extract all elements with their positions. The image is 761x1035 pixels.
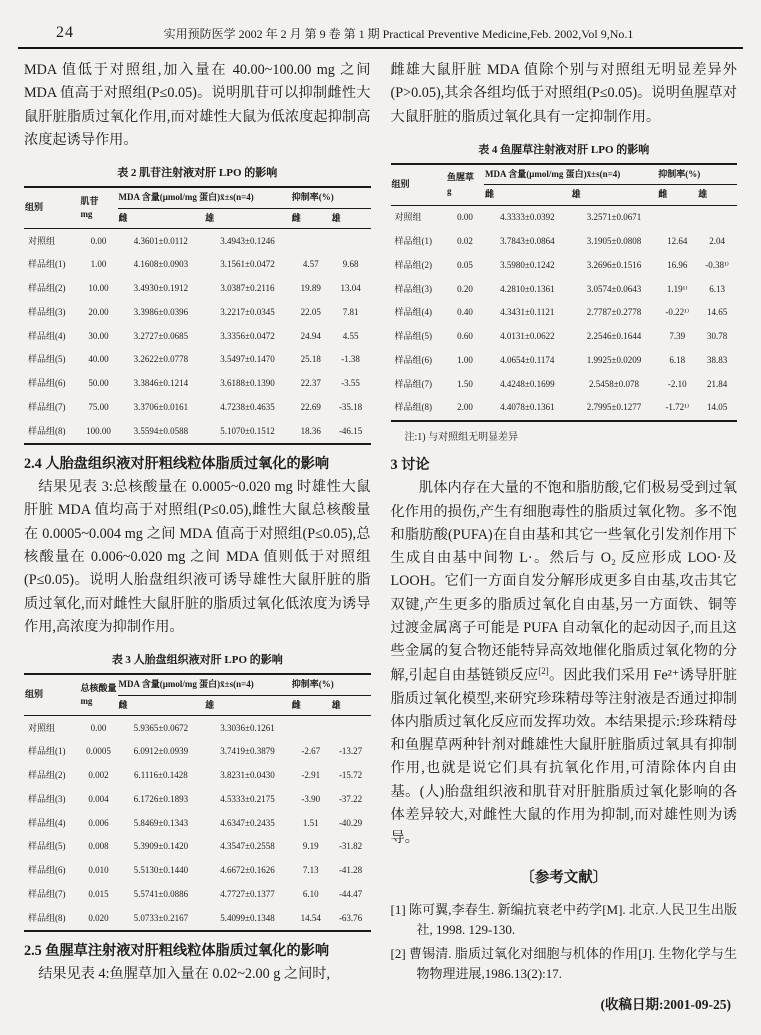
section-2-4-heading: 2.4 人胎盘组织液对肝粗线粒体脂质过氧化的影响 (24, 455, 330, 472)
table-cell: 样品组(1) (28, 746, 66, 757)
table2-body (24, 229, 371, 444)
table-cell: -2.67 (301, 746, 321, 757)
table-cell: 4.3601±0.0112 (133, 235, 188, 246)
table-cell: 2.7787±0.2778 (586, 307, 642, 318)
subheader-female: 雌 (291, 695, 331, 716)
table-cell: 3.3036±0.1261 (220, 722, 275, 733)
table-row (391, 253, 738, 277)
table-row (24, 348, 371, 372)
table-cell: 样品组(2) (28, 770, 66, 781)
table-cell: 5.5130±0.1440 (133, 865, 189, 876)
table-cell: 4.7727±0.1377 (220, 888, 275, 899)
table-cell: 5.8469±0.1343 (133, 817, 189, 828)
table-cell: 样品组(6) (28, 378, 66, 389)
table-cell: 3.3356±0.0472 (220, 330, 275, 341)
table-cell: 样品组(7) (28, 401, 66, 412)
table2-title: 表 2 肌苷注射液对肝 LPO 的影响 (117, 167, 278, 180)
table-cell: 4.4248±0.1699 (500, 378, 555, 389)
table-cell: 2.5458±0.078 (589, 378, 639, 389)
table-cell: -1.72¹⁾ (665, 402, 690, 413)
column-header-dose (446, 164, 484, 206)
table-cell: 3.1905±0.0808 (586, 236, 642, 247)
table-cell: 1.9925±0.0209 (586, 354, 642, 365)
table-cell: 对照组 (28, 722, 56, 733)
table-cell: 0.010 (88, 865, 109, 876)
subheader-female: 雌 (484, 185, 571, 206)
two-column-body (0, 49, 761, 1016)
table-row (24, 716, 371, 740)
column-header-group: 组别 (24, 187, 79, 229)
paragraph-houttuynia-result: 雌雄大鼠肝脏 MDA 值除个别与对照组无明显差异外(P>0.05),其余各组均低于对照组(P≤0.05)。说明鱼腥草对大鼠肝脏的脂质过氧化具有一定抑制作用。 (390, 62, 737, 125)
table-cell: 14.65 (706, 307, 728, 318)
table-cell: 3.8231±0.0430 (220, 770, 275, 781)
discussion-text-a: 肌体内存在大量的不饱和脂肪酸,它们极易受到过氧化作用的损伤,产生有细胞毒性的脂质过氧化物。多不饱和脂肪酸(PUFA)在自由基和其它一些氧化引发剂作用下生成自由基中间物 L·。然后与 O₂ 反应形成 LOO·及 LOOH。它们一方面自发分解形成更多自由基,攻击其它双键,产生更多的脂质过氧化自由基,另一方面铁、铜等过渡金属离子可能是 PUFA 自动氧化的起动因子,而且这些金属的复合物还能特异高效地催化脂质过氧化物的分解,引起自由基链锁反应 (390, 480, 737, 684)
subheader-female: 雌 (118, 695, 205, 716)
section-3-heading: 3 讨论 (390, 457, 430, 474)
table-cell: 24.94 (300, 330, 321, 341)
table-cell: 3.2622±0.0778 (133, 354, 189, 365)
section-2-5-heading: 2.5 鱼腥草注射液对肝粗线粒体脂质过氧化的影响 (24, 942, 330, 959)
table-cell (697, 205, 737, 229)
table-cell: 0.020 (88, 912, 109, 923)
table-cell: 6.13 (709, 283, 725, 294)
table-cell: 4.6672±0.1626 (220, 865, 275, 876)
table-cell: 样品组(4) (394, 307, 432, 318)
table-cell: 0.00 (90, 235, 107, 246)
table-cell: -31.82 (338, 841, 363, 852)
table-cell: 50.00 (88, 378, 109, 389)
table4-houttuynia-lpo (391, 163, 738, 422)
page-number: 24 (56, 24, 74, 41)
subheader-female: 雌 (118, 208, 205, 229)
table-cell: 0.0005 (86, 746, 111, 757)
table-cell: 13.04 (340, 283, 361, 294)
subheader-male: 雄 (331, 208, 371, 229)
table-row (391, 301, 738, 325)
table-cell: 4.1608±0.0903 (133, 259, 189, 270)
table-row (24, 395, 371, 419)
discussion-text-b: 。因此我们采用 Fe²⁺诱导肝脏脂质过氧化模型,来研究珍珠精母等注射液是否通过抑制体内脂质过氧化反应而发挥功效。本结果提示:珍珠精母和鱼腥草两种针剂对雌雄性大鼠肝脏脂质过氧具有抑制作用,也就是说它们具有抗氧化作用,可清除体内自由基。(人)胎盘组织液和肌苷对肝脏脂质过氧化影响的各体差异较大,对雌性大鼠的作用为抑制,而对雄性则为诱导。 (390, 667, 737, 847)
table-cell: -44.47 (338, 888, 363, 899)
section-3-body (391, 477, 738, 850)
column-header-inhibition: 抑制率(%) (291, 674, 371, 695)
table-cell: 3.5497±0.1470 (220, 354, 275, 365)
section-2-4-body: 结果见表 3:总核酸量在 0.0005~0.020 mg 时雄性大鼠肝脏 MDA 值均高于对照组(P≤0.05),雌性大鼠总核酸量在 0.0005~0.004 mg 之间 MDA 值高于对照组(P≤0.05),总核酸量在 0.006~0.020 mg 之间 MDA 值则低于对照组(P≤0.05)。说明人胎盘组织液可诱导雄性大鼠肝脏的脂质过氧化,而对雌性大鼠肝脏的脂质过氧化低浓度为诱导作用,高浓度为抑制作用。 (24, 479, 371, 635)
right-column (391, 59, 738, 1016)
table-row (391, 205, 738, 229)
table4-footnote: 注:1) 与对照组无明显差异 (404, 431, 519, 443)
table-cell: 1.51 (302, 817, 319, 828)
table-cell: 14.05 (706, 402, 728, 413)
table-cell: 20.00 (88, 306, 109, 317)
column-header-dose (79, 674, 117, 716)
table-cell: -3.55 (341, 378, 360, 389)
table-cell: 4.3547±0.2558 (220, 841, 275, 852)
dose-unit: mg (80, 209, 93, 220)
table-cell: 4.3431±0.1121 (500, 307, 555, 318)
table-cell: 22.37 (300, 378, 321, 389)
table-cell: 0.00 (457, 212, 473, 223)
table-cell: 0.40 (457, 307, 473, 318)
table-cell (291, 716, 331, 740)
column-header-mda: MDA 含量(μmol/mg 蛋白)x̄±s(n=4) (484, 164, 657, 185)
table-cell: 5.4099±0.1348 (220, 912, 275, 923)
table-cell: 5.0733±0.2167 (133, 912, 189, 923)
table-cell: 样品组(6) (394, 354, 432, 365)
table-row (24, 372, 371, 396)
subheader-male: 雄 (204, 208, 291, 229)
journal-header (18, 0, 743, 49)
table-cell: -2.91 (301, 770, 321, 781)
table-cell: 4.5333±0.2175 (220, 793, 275, 804)
table-cell: 样品组(3) (394, 283, 432, 294)
table-row (24, 764, 371, 788)
table-cell: 0.002 (88, 770, 109, 781)
table-cell: 22.69 (300, 401, 321, 412)
table-cell: 3.3706±0.0161 (133, 401, 189, 412)
table-cell: 6.0912±0.0939 (133, 746, 189, 757)
dose-name: 鱼腥草 (446, 172, 474, 183)
table-cell (657, 205, 697, 229)
table-cell: 4.6347±0.2435 (220, 817, 275, 828)
table-cell: 0.02 (457, 236, 473, 247)
column-header-inhibition: 抑制率(%) (291, 187, 371, 208)
table-cell: 3.2727±0.0685 (133, 330, 189, 341)
table-cell: 样品组(1) (394, 236, 432, 247)
table-row (24, 835, 371, 859)
table-row (391, 230, 738, 254)
reference-2: [2] 曹锡清. 脂质过氧化对细胞与机体的作用[J]. 生物化学与生物物理进展,1986.13(2):17. (390, 945, 737, 981)
table-cell: 3.1561±0.0472 (220, 259, 275, 270)
dose-name: 肌苷 (80, 195, 99, 206)
column-header-inhibition: 抑制率(%) (657, 164, 737, 185)
table2-header (24, 187, 371, 229)
column-header-mda: MDA 含量(μmol/mg 蛋白)x̄±s(n=4) (118, 674, 291, 695)
table-cell: 9.19 (302, 841, 319, 852)
subheader-female: 雌 (657, 185, 697, 206)
table-row (24, 882, 371, 906)
table-cell: -15.72 (338, 770, 363, 781)
table-cell: 样品组(4) (28, 817, 66, 828)
column-header-mda: MDA 含量(μmol/mg 蛋白)x̄±s(n=4) (118, 187, 291, 208)
table-cell: 样品组(8) (28, 912, 66, 923)
table-cell: 38.83 (706, 354, 728, 365)
table-cell: 6.1726±0.1893 (133, 793, 189, 804)
table-row (391, 325, 738, 349)
table-cell: 样品组(8) (28, 425, 66, 436)
table-row (24, 906, 371, 931)
table-cell: 样品组(4) (28, 330, 66, 341)
table-cell: 2.00 (457, 402, 473, 413)
table-cell: -13.27 (338, 746, 363, 757)
table-cell: 0.05 (457, 259, 473, 270)
table-row (24, 253, 371, 277)
citation-superscript: [2] (538, 665, 549, 676)
table-cell (291, 229, 331, 253)
table-cell: 0.006 (88, 817, 109, 828)
table-cell: 3.7419±0.3879 (220, 746, 275, 757)
table-row (391, 277, 738, 301)
table-cell: 样品组(8) (394, 402, 432, 413)
table-cell: 样品组(3) (28, 793, 66, 804)
column-header-dose (79, 187, 117, 229)
table-cell: 3.2217±0.0345 (220, 306, 275, 317)
subheader-male: 雄 (697, 185, 737, 206)
table-cell: 样品组(5) (28, 841, 66, 852)
table-row (24, 300, 371, 324)
table-cell: 7.39 (669, 331, 686, 342)
table-row (24, 324, 371, 348)
table-cell: 21.84 (706, 378, 728, 389)
table-cell: 5.3909±0.1420 (133, 841, 189, 852)
table-cell (331, 716, 371, 740)
table-cell: 4.57 (302, 259, 319, 270)
table-cell: 25.18 (300, 354, 321, 365)
subheader-male: 雄 (331, 695, 371, 716)
subheader-female: 雌 (291, 208, 331, 229)
table-row (24, 229, 371, 253)
table-cell: 0.004 (88, 793, 109, 804)
table-cell: 样品组(5) (394, 331, 432, 342)
table-cell: 22.05 (300, 306, 321, 317)
table-cell: -35.18 (338, 401, 363, 412)
column-header-group: 组别 (24, 674, 79, 716)
table-cell: 1.19¹⁾ (666, 283, 688, 294)
table3-header (24, 674, 371, 716)
table-cell: 对照组 (28, 235, 56, 246)
table-cell: 4.4078±0.1361 (500, 402, 555, 413)
column-header-group: 组别 (391, 164, 446, 206)
table2-inosine-lpo (24, 186, 371, 445)
section-2-5-body: 结果见表 4:鱼腥草加入量在 0.02~2.00 g 之间时, (38, 966, 331, 983)
table-cell: 3.6188±0.1390 (220, 378, 275, 389)
table-cell: -1.38 (341, 354, 360, 365)
table4-title: 表 4 鱼腥草注射液对肝 LPO 的影响 (478, 143, 650, 156)
table-cell: 3.7843±0.0864 (500, 236, 555, 247)
table-cell: 1.00 (90, 259, 107, 270)
table-cell: 5.5741±0.0886 (133, 888, 189, 899)
table-cell: 4.3333±0.0392 (500, 212, 555, 223)
table-cell: -41.28 (338, 865, 363, 876)
table-cell: 3.0387±0.2116 (220, 283, 275, 294)
table-cell: 3.2696±0.1516 (586, 259, 642, 270)
table-row (24, 859, 371, 883)
table-cell: -0.38¹⁾ (705, 259, 729, 270)
table-cell: 3.3846±0.1214 (133, 378, 189, 389)
table-cell: 7.13 (302, 865, 319, 876)
table-cell: 6.18 (669, 354, 686, 365)
table-cell: 3.2571±0.0671 (586, 212, 642, 223)
table-cell (331, 229, 371, 253)
table-cell: 4.7238±0.4635 (220, 401, 275, 412)
table-cell: 0.00 (90, 722, 107, 733)
table-cell: 18.36 (300, 425, 321, 436)
table-cell: 0.60 (457, 331, 473, 342)
dose-unit: g (446, 185, 452, 196)
table-cell: 对照组 (394, 212, 422, 223)
table-cell: -40.29 (338, 817, 363, 828)
table-cell: 4.0654±0.1174 (500, 354, 555, 365)
table4-header (391, 164, 738, 206)
table-cell: 0.015 (88, 888, 109, 899)
references-heading: 〔参考文献〕 (520, 869, 608, 886)
table-cell: 样品组(7) (28, 888, 66, 899)
dose-unit: mg (80, 696, 93, 707)
table-cell: 3.5980±0.1242 (500, 259, 555, 270)
table-cell: 样品组(3) (28, 306, 66, 317)
table-row (391, 348, 738, 372)
table-cell: 样品组(2) (28, 283, 66, 294)
table-cell: 样品组(6) (28, 865, 66, 876)
table-row (24, 787, 371, 811)
table-cell: 4.55 (342, 330, 359, 341)
table-cell: 6.10 (302, 888, 319, 899)
table-cell: 0.008 (88, 841, 109, 852)
table-cell: 4.0131±0.0622 (500, 331, 555, 342)
table-cell: 样品组(1) (28, 259, 66, 270)
table-row (24, 740, 371, 764)
table-cell: 30.78 (706, 331, 728, 342)
subheader-male: 雄 (571, 185, 658, 206)
table-cell: 3.0574±0.0643 (586, 283, 642, 294)
table-cell: 14.54 (300, 912, 321, 923)
table-row (391, 396, 738, 421)
table-cell: 样品组(7) (394, 378, 432, 389)
table-cell: 5.1070±0.1512 (220, 425, 275, 436)
table-cell: 3.5594±0.0588 (133, 425, 189, 436)
subheader-male: 雄 (204, 695, 291, 716)
table-cell: 3.4943±0.1246 (220, 235, 275, 246)
table-cell: 19.89 (300, 283, 321, 294)
table3-title: 表 3 人胎盘组织液对肝 LPO 的影响 (111, 654, 283, 667)
table-cell: 12.64 (667, 236, 688, 247)
table-cell: 16.96 (667, 259, 688, 270)
table-cell: 10.00 (88, 283, 109, 294)
table-cell: -2.10 (667, 378, 687, 389)
table-cell: 2.7995±0.1277 (586, 402, 642, 413)
table-cell: 2.2546±0.1644 (586, 331, 642, 342)
table-cell: 5.9365±0.0672 (133, 722, 189, 733)
left-column (24, 59, 371, 1016)
received-date: (收稿日期:2001-09-25) (600, 996, 731, 1012)
table-cell: 6.1116±0.1428 (133, 770, 188, 781)
table-row (24, 811, 371, 835)
table-cell: 4.2810±0.1361 (500, 283, 555, 294)
table-cell: 3.3986±0.0396 (133, 306, 189, 317)
table-cell: 3.4930±0.1912 (133, 283, 189, 294)
table-row (391, 372, 738, 396)
table4-body (391, 205, 738, 420)
table-row (24, 419, 371, 444)
table-cell: -3.90 (301, 793, 321, 804)
table3-body (24, 716, 371, 931)
table-cell: 9.68 (342, 259, 359, 270)
table-cell: -63.76 (338, 912, 363, 923)
table-cell: 1.00 (457, 354, 473, 365)
table-cell: -0.22¹⁾ (665, 307, 690, 318)
table-cell: 样品组(5) (28, 354, 66, 365)
table-cell: 7.81 (342, 306, 359, 317)
table-cell: 样品组(2) (394, 259, 432, 270)
table-cell: 2.04 (709, 236, 725, 247)
table-cell: 75.00 (88, 401, 109, 412)
table-cell: -46.15 (338, 425, 363, 436)
journal-title-line: 实用预防医学 2002 年 2 月 第 9 卷 第 1 期 Practical Preventive Medicine,Feb. 2002,Vol 9,No.1 (163, 27, 634, 41)
table-cell: 40.00 (88, 354, 109, 365)
table-cell: -37.22 (338, 793, 363, 804)
reference-1: [1] 陈可翼,李春生. 新编抗衰老中药学[M]. 北京.人民卫生出版社, 1998. 129-130. (390, 902, 737, 938)
paragraph-inosine-result: MDA 值低于对照组,加入量在 40.00~100.00 mg 之间 MDA 值高于对照组(P≤0.05)。说明肌苷可以抑制雌性大鼠肝脏脂质过氧化作用,而对雄性大鼠为低浓度起抑制高浓度起诱导作用。 (24, 62, 371, 148)
table-cell: 0.20 (457, 283, 473, 294)
dose-name: 总核酸量 (80, 682, 117, 693)
table-cell: 1.50 (457, 378, 473, 389)
table3-placenta-lpo (24, 673, 371, 932)
table-cell: 30.00 (88, 330, 109, 341)
table-row (24, 277, 371, 301)
table-cell: 100.00 (86, 425, 111, 436)
